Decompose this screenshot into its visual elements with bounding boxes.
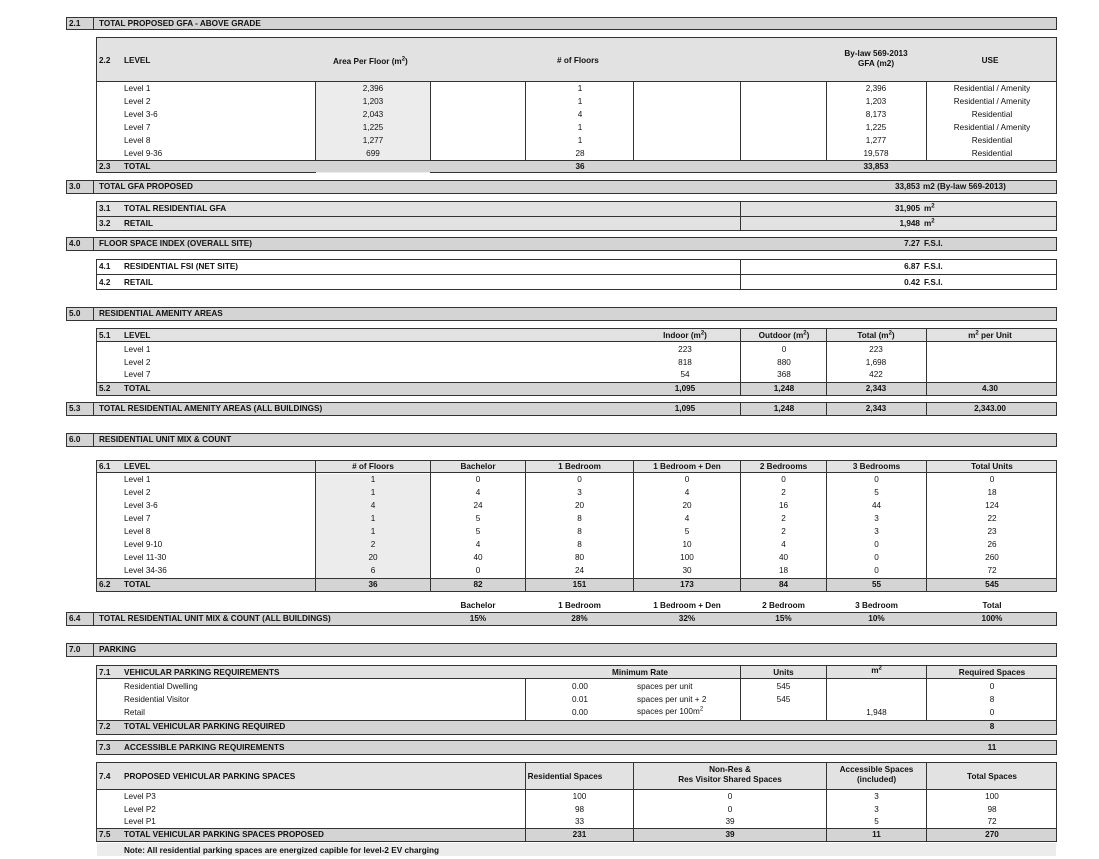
amenity-all-total: 2,343 xyxy=(865,404,887,413)
section-7-3-number: 7.3 xyxy=(99,743,111,752)
unit-mix-total-2bed: 84 xyxy=(778,580,789,589)
unit-mix-cell: 40 xyxy=(473,553,483,562)
parking-req-header-units: Units xyxy=(773,668,794,677)
mix-pct-2bed: 15% xyxy=(775,614,792,623)
total-gfa-unit: m2 (By-law 569-2013) xyxy=(923,182,1006,191)
unit-mix-cell: 0 xyxy=(874,475,879,484)
proposed-total-nonres: 39 xyxy=(725,830,735,839)
unit-mix-cell: 3 xyxy=(577,488,582,497)
unit-mix-cell: 8 xyxy=(577,514,582,523)
section-3-0-number: 3.0 xyxy=(69,182,81,191)
section-5-0-number: 5.0 xyxy=(69,309,81,318)
mix-pct-header-total: Total xyxy=(982,601,1002,610)
retail-gfa-unit: $m^2$ xyxy=(924,218,935,228)
unit-mix-header-2bed: 2 Bedrooms xyxy=(759,462,808,471)
unit-mix-cell: 5 xyxy=(475,514,481,523)
unit-mix-level: Level 8 xyxy=(124,527,151,536)
unit-mix-header-1bed: 1 Bedroom xyxy=(558,462,601,471)
unit-mix-cell: 4 xyxy=(370,501,376,510)
amenity-total-number: 5.2 xyxy=(99,384,111,393)
mix-pct-bachelor: 15% xyxy=(469,614,487,623)
amenity-total-outdoor: 1,248 xyxy=(773,384,795,393)
unit-mix-level: Level 2 xyxy=(124,488,151,497)
amenity-header-outdoor: Outdoor $(m^2)$ xyxy=(758,330,810,340)
amenity-all-per-unit: 2,343.00 xyxy=(974,404,1006,413)
unit-mix-header-3bed: 3 Bedrooms xyxy=(852,462,901,471)
unit-mix-cell: 80 xyxy=(574,553,585,562)
section-3-2-number: 3.2 xyxy=(99,219,111,228)
section-3-1-number: 3.1 xyxy=(99,204,111,213)
unit-mix-header-1bed-den: 1 Bedroom + Den xyxy=(653,462,721,471)
unit-mix-header-level: LEVEL xyxy=(124,462,151,471)
amenity-all-indoor: 1,095 xyxy=(674,404,696,413)
gfa-header-area: Area Per Floor $(m^2)$ xyxy=(333,56,408,66)
proposed-parking-number: 7.4 xyxy=(99,772,111,781)
section-7-5-title: TOTAL VEHICULAR PARKING SPACES PROPOSED xyxy=(124,830,324,839)
unit-mix-cell: 124 xyxy=(985,501,999,510)
section-3-1-title: TOTAL RESIDENTIAL GFA xyxy=(124,204,227,213)
section-7-3-title: ACCESSIBLE PARKING REQUIREMENTS xyxy=(124,743,285,752)
amenity-header-total: Total $(m^2)$ xyxy=(857,330,895,340)
unit-mix-cell: 100 xyxy=(680,553,694,562)
proposed-total-spaces: 270 xyxy=(985,830,999,839)
gfa-header-level: LEVEL xyxy=(124,56,151,65)
unit-mix-cell: 30 xyxy=(682,566,692,575)
amenity-header-per-unit: $m^2$ per Unit xyxy=(968,330,1012,340)
unit-mix-total-1bed-den: 173 xyxy=(680,580,694,589)
amenity-total-indoor: 1,095 xyxy=(674,384,696,393)
proposed-total-accessible: 11 xyxy=(872,830,881,839)
gfa-total-floors: 36 xyxy=(575,162,585,171)
parking-required-total: 8 xyxy=(989,722,995,731)
unit-mix-cell: 1 xyxy=(370,488,376,497)
section-4-0-number: 4.0 xyxy=(69,239,81,248)
ev-charging-note: Note: All residential parking spaces are energized capible for level-2 EV charging xyxy=(124,846,440,855)
section-5-3-title: TOTAL RESIDENTIAL AMENITY AREAS (ALL BUILDINGS) xyxy=(99,404,323,413)
section-7-2-number: 7.2 xyxy=(99,722,111,731)
unit-mix-cell: 0 xyxy=(874,566,879,575)
residential-gfa-value: 31,905 xyxy=(894,204,920,213)
mix-pct-1bed-den: 32% xyxy=(678,614,696,623)
unit-mix-total-1bed: 151 xyxy=(572,580,587,589)
amenity-all-outdoor: 1,248 xyxy=(773,404,795,413)
section-5-0-title: RESIDENTIAL AMENITY AREAS xyxy=(99,309,223,318)
unit-mix-cell: 20 xyxy=(682,501,692,510)
section-2-1-number: 2.1 xyxy=(69,19,81,28)
gfa-total-number: 2.3 xyxy=(99,162,111,171)
unit-mix-cell: 0 xyxy=(874,553,879,562)
proposed-total-res: 231 xyxy=(572,830,587,839)
total-gfa-value: 33,853 xyxy=(894,182,920,191)
proposed-parking-header-total: Total Spaces xyxy=(967,772,1017,781)
unit-mix-total-units: 545 xyxy=(985,580,999,589)
gfa-number: 2.2 xyxy=(99,56,111,65)
unit-mix-cell: 0 xyxy=(475,475,481,484)
unit-mix-cell: 260 xyxy=(985,553,999,562)
section-4-2-title: RETAIL xyxy=(124,278,153,287)
unit-mix-cell: 24 xyxy=(574,566,585,575)
unit-mix-cell: 1 xyxy=(370,514,376,523)
section-2-1-title: TOTAL PROPOSED GFA - ABOVE GRADE xyxy=(99,19,261,28)
unit-mix-header-floors: # of Floors xyxy=(352,462,394,471)
section-3-2-title: RETAIL xyxy=(124,219,153,228)
parking-req-header-required: Required Spaces xyxy=(958,668,1026,677)
section-6-4-title: TOTAL RESIDENTIAL UNIT MIX & COUNT (ALL BUILDINGS) xyxy=(99,614,331,623)
unit-mix-level: Level 9-10 xyxy=(124,540,163,549)
mix-pct-1bed: 28% xyxy=(571,614,588,623)
unit-mix-level: Level 34-36 xyxy=(124,566,167,575)
amenity-number: 5.1 xyxy=(99,331,111,340)
parking-req-number: 7.1 xyxy=(99,668,111,677)
unit-mix-level: Level 3-6 xyxy=(124,501,158,510)
section-5-3-number: 5.3 xyxy=(69,404,81,413)
mix-pct-3bed: 10% xyxy=(868,614,885,623)
unit-mix-header-bachelor: Bachelor xyxy=(460,462,496,471)
amenity-total-label: TOTAL xyxy=(124,384,151,393)
accessible-parking-value: 11 xyxy=(987,743,997,752)
proposed-parking-header-nonres: Non-Res & Res Visitor Shared Spaces xyxy=(678,765,782,784)
gfa-header-use: USE xyxy=(981,56,999,65)
mix-pct-header-2bed: 2 Bedroom xyxy=(762,601,805,610)
gfa-header-floors: # of Floors xyxy=(557,56,599,65)
gfa-total-label: TOTAL xyxy=(124,162,151,171)
section-7-5-number: 7.5 xyxy=(99,830,111,839)
unit-mix-total-bachelor: 82 xyxy=(473,580,483,589)
unit-mix-level: Level 11-30 xyxy=(124,553,167,562)
section-7-0-number: 7.0 xyxy=(69,645,81,654)
proposed-parking-header-accessible: Accessible Spaces (included) xyxy=(839,765,914,784)
gfa-total-gfa: 33,853 xyxy=(863,162,889,171)
unit-mix-cell: 2 xyxy=(781,514,786,523)
unit-mix-cell: 2 xyxy=(781,527,786,536)
unit-mix-cell: 2 xyxy=(370,540,376,549)
unit-mix-cell: 20 xyxy=(574,501,585,510)
unit-mix-cell: 3 xyxy=(874,514,879,523)
unit-mix-cell: 0 xyxy=(781,475,786,484)
unit-mix-cell: 4 xyxy=(781,540,786,549)
unit-mix-cell: 0 xyxy=(577,475,582,484)
retail-gfa-value: 1,948 xyxy=(899,219,920,228)
retail-fsi-unit: F.S.I. xyxy=(924,278,943,287)
mix-pct-header-3bed: 3 Bedroom xyxy=(855,601,898,610)
retail-fsi-value: 0.42 xyxy=(904,278,920,287)
amenity-header-indoor: Indoor $(m^2)$ xyxy=(663,330,707,340)
amenity-total-per-unit: 4.30 xyxy=(982,384,998,393)
unit-mix-cell: 16 xyxy=(778,501,789,510)
mix-pct-header-bachelor: Bachelor xyxy=(460,601,496,610)
unit-mix-cell: 44 xyxy=(871,501,882,510)
section-3-0-title: TOTAL GFA PROPOSED xyxy=(99,182,193,191)
unit-mix-cell: 1 xyxy=(370,475,376,484)
section-4-2-number: 4.2 xyxy=(99,278,111,287)
unit-mix-total-number: 6.2 xyxy=(99,580,111,589)
mix-pct-header-1bed: 1 Bedroom xyxy=(558,601,601,610)
amenity-header-level: LEVEL xyxy=(124,331,151,340)
unit-mix-cell: 2 xyxy=(781,488,786,497)
unit-mix-cell: 72 xyxy=(987,566,997,575)
unit-mix-cell: 18 xyxy=(987,488,997,497)
unit-mix-header-total: Total Units xyxy=(971,462,1013,471)
proposed-parking-header-res: Residential Spaces xyxy=(527,772,603,781)
residential-fsi-value: 6.87 xyxy=(904,262,920,271)
unit-mix-cell: 10 xyxy=(682,540,692,549)
mix-pct-header-1bed-den: 1 Bedroom + Den xyxy=(653,601,721,610)
unit-mix-cell: 5 xyxy=(475,527,481,536)
unit-mix-total-3bed: 55 xyxy=(871,580,882,589)
amenity-total-total: 2,343 xyxy=(865,384,887,393)
unit-mix-cell: 3 xyxy=(874,527,879,536)
unit-mix-cell: 18 xyxy=(778,566,789,575)
unit-mix-cell: 40 xyxy=(778,553,789,562)
section-7-0-title: PARKING xyxy=(99,645,137,654)
unit-mix-cell: 8 xyxy=(577,540,582,549)
unit-mix-cell: 23 xyxy=(987,527,997,536)
unit-mix-cell: 26 xyxy=(987,540,997,549)
mix-pct-total: 100% xyxy=(981,614,1003,623)
unit-mix-cell: 4 xyxy=(475,540,481,549)
fsi-value: 7.27 xyxy=(904,239,920,248)
parking-req-header-rate: Minimum Rate xyxy=(612,668,668,677)
residential-gfa-unit: $m^2$ xyxy=(924,203,935,213)
unit-mix-total-label: TOTAL xyxy=(124,580,151,589)
section-4-1-number: 4.1 xyxy=(99,262,111,271)
section-6-0-number: 6.0 xyxy=(69,435,81,444)
section-7-2-title: TOTAL VEHICULAR PARKING REQUIRED xyxy=(124,722,286,731)
section-4-0-title: FLOOR SPACE INDEX (OVERALL SITE) xyxy=(99,239,252,248)
section-6-0-title: RESIDENTIAL UNIT MIX & COUNT xyxy=(99,435,232,444)
section-4-1-title: RESIDENTIAL FSI (NET SITE) xyxy=(124,262,239,271)
unit-mix-cell: 4 xyxy=(475,488,481,497)
residential-fsi-unit: F.S.I. xyxy=(924,262,943,271)
unit-mix-cell: 4 xyxy=(684,514,690,523)
section-7-0-bar xyxy=(66,643,1057,657)
unit-mix-cell: 6 xyxy=(370,566,376,575)
unit-mix-cell: 1 xyxy=(370,527,376,536)
proposed-parking-title: PROPOSED VEHICULAR PARKING SPACES xyxy=(124,772,296,781)
unit-mix-cell: 0 xyxy=(874,540,879,549)
unit-mix-cell: 24 xyxy=(473,501,483,510)
unit-mix-cell: 0 xyxy=(684,475,690,484)
unit-mix-cell: 8 xyxy=(577,527,582,536)
unit-mix-total-floors: 36 xyxy=(368,580,378,589)
parking-req-title: VEHICULAR PARKING REQUIREMENTS xyxy=(124,668,280,677)
unit-mix-level: Level 7 xyxy=(124,514,151,523)
unit-mix-cell: 22 xyxy=(987,514,997,523)
parking-req-header-m2: $m^2$ xyxy=(871,665,882,675)
gfa-header-bylaw: By-law 569-2013 GFA (m2) xyxy=(844,49,908,68)
unit-mix-number: 6.1 xyxy=(99,462,111,471)
fsi-unit: F.S.I. xyxy=(924,239,943,248)
unit-mix-cell: 5 xyxy=(874,488,879,497)
unit-mix-cell: 0 xyxy=(475,566,481,575)
unit-mix-cell: 4 xyxy=(684,488,690,497)
section-6-4-number: 6.4 xyxy=(69,614,81,623)
unit-mix-cell: 0 xyxy=(989,475,995,484)
unit-mix-cell: 5 xyxy=(684,527,690,536)
unit-mix-level: Level 1 xyxy=(124,475,151,484)
unit-mix-cell: 20 xyxy=(368,553,378,562)
